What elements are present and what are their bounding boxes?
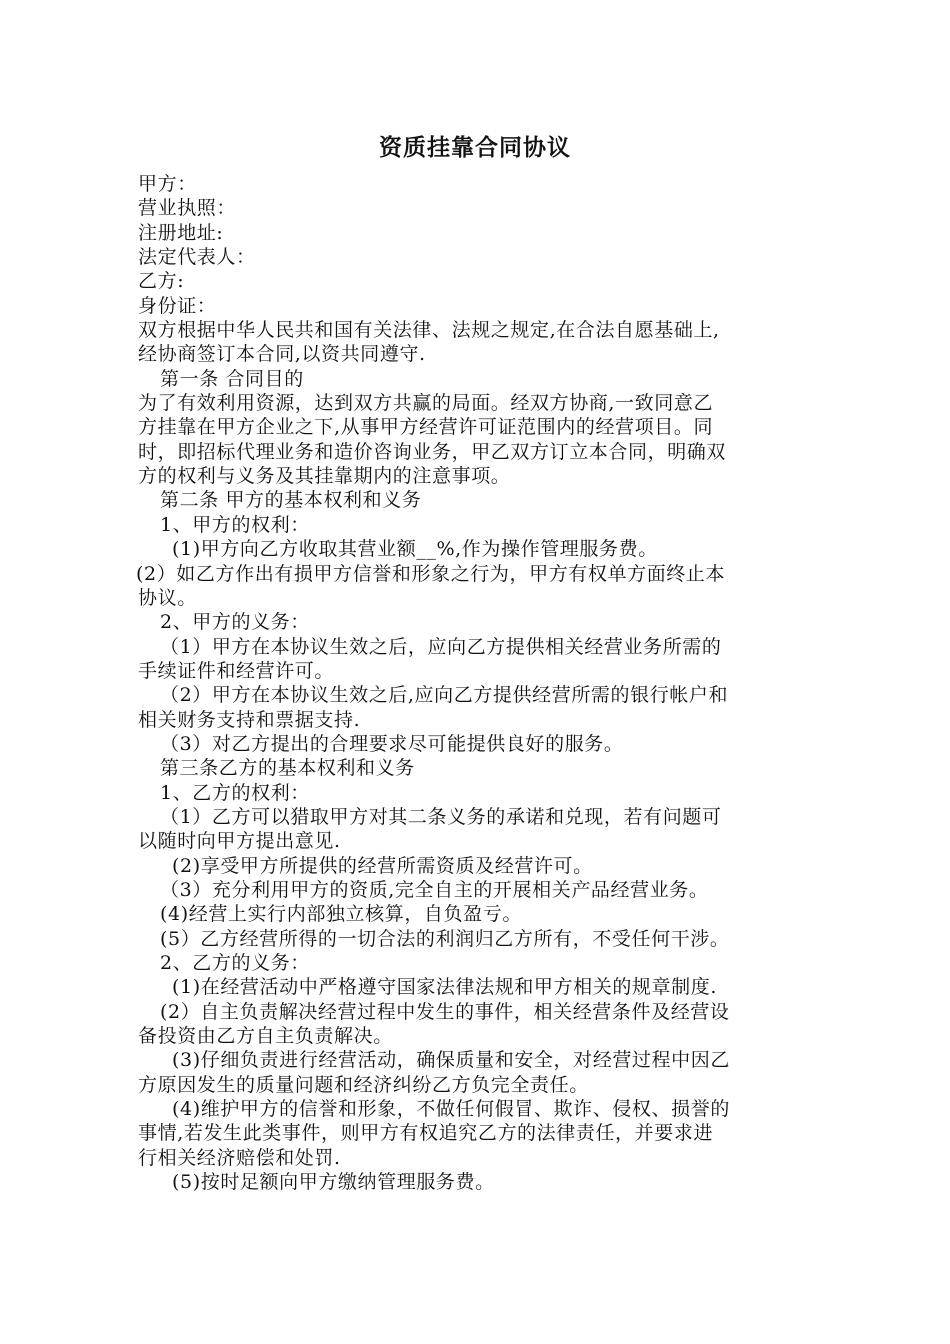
id-card-line: 身份证：	[138, 294, 217, 317]
article-heading: 第三条乙方的基本权利和义务	[160, 757, 415, 780]
text-line: 方的权利与义务及其挂靠期内的注意事项。	[138, 465, 511, 488]
text-line: 时，即招标代理业务和造价咨询业务，甲乙双方订立本合同，明确双	[138, 440, 727, 463]
article-heading: 第一条 合同目的	[160, 367, 304, 390]
clause-line: （1）乙方可以猎取甲方对其二条义务的承诺和兑现，若有问题可	[160, 805, 722, 828]
section-heading: 2、甲方的义务：	[160, 611, 310, 634]
section-heading: 2、乙方的义务：	[160, 952, 310, 974]
clause-line: （3）对乙方提出的合理要求尽可能提供良好的服务。	[160, 732, 624, 755]
clause-line: (2)享受甲方所提供的经营所需资质及经营许可。	[172, 854, 593, 877]
text-line: 以随时向甲方提出意见.	[138, 830, 341, 853]
clause-line: (2）自主负责解决经营过程中发生的事件，相关经营条件及经营设	[160, 1000, 730, 1023]
section-heading: 1、乙方的权利：	[160, 781, 310, 804]
text-line: 方挂靠在甲方企业之下,从事甲方经营许可证范围内的经营项目。同	[138, 416, 714, 439]
text-line: 事情,若发生此类事件，则甲方有权追究乙方的法律责任，并要求进	[138, 1122, 714, 1145]
text-line: 为了有效利用资源，达到双方共赢的局面。经双方协商,一致同意乙	[138, 392, 714, 415]
clause-line: (1)在经营活动中严格遵守国家法律法规和甲方相关的规章制度.	[172, 976, 717, 999]
text-line: 相关财务支持和票据支持.	[138, 708, 361, 731]
text-line: 备投资由乙方自主负责解决。	[138, 1025, 393, 1048]
text-line: 双方根据中华人民共和国有关法律、法规之规定,在合法自愿基础上,	[138, 319, 720, 342]
text-line: 手续证件和经营许可。	[138, 659, 335, 682]
party-a-line: 甲方：	[138, 173, 197, 195]
text-line: 方原因发生的质量问题和经济纠纷乙方负完全责任。	[138, 1073, 589, 1096]
document-body	[138, 172, 820, 1194]
text-line: 协议。	[138, 586, 197, 609]
clause-line: (2）如乙方作出有损甲方信誉和形象之行为，甲方有权单方面终止本	[136, 562, 726, 585]
clause-line: (4)经营上实行内部独立核算，自负盈亏。	[160, 903, 522, 926]
business-license-line: 营业执照：	[138, 197, 237, 220]
section-heading: 1、甲方的权利：	[160, 513, 310, 536]
clause-line: （3）充分利用甲方的资质,完全自主的开展相关产品经营业务。	[160, 878, 709, 901]
clause-line: （2）甲方在本协议生效之后,应向乙方提供经营所需的银行帐户和	[160, 684, 729, 707]
clause-line: (5)按时足额向甲方缴纳管理服务费。	[172, 1171, 495, 1194]
clause-line: （1）甲方在本协议生效之后，应向乙方提供相关经营业务所需的	[160, 635, 722, 658]
text-line: 经协商签订本合同,以资共同遵守.	[138, 343, 426, 366]
article-heading: 第二条 甲方的基本权利和义务	[160, 489, 422, 512]
party-b-line: 乙方:	[138, 270, 185, 293]
registered-address-line: 注册地址:	[138, 221, 224, 244]
document-title: 资质挂靠合同协议	[379, 135, 571, 161]
text-line: 行相关经济赔偿和处罚.	[138, 1146, 341, 1169]
clause-line: (1)甲方向乙方收取其营业额__%,作为操作管理服务费。	[172, 538, 658, 561]
clause-line: (3)仔细负责进行经营活动，确保质量和安全，对经营过程中因乙	[172, 1049, 730, 1072]
clause-line: (5）乙方经营所得的一切合法的利润归乙方所有，不受任何干涉。	[160, 927, 730, 950]
clause-line: (4)维护甲方的信誉和形象，不做任何假冒、欺诈、侵权、损誉的	[172, 1098, 730, 1121]
legal-representative-line: 法定代表人：	[138, 246, 256, 269]
